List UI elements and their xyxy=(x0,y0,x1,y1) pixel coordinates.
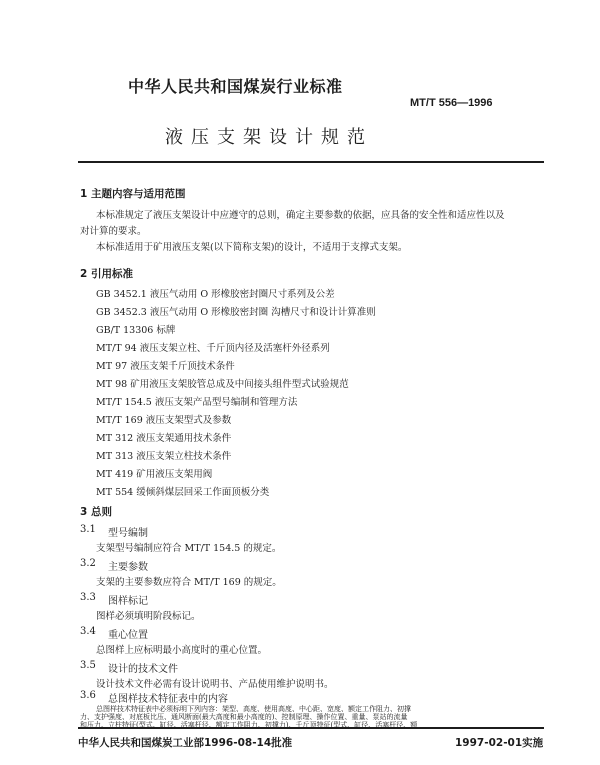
clause-title: 设计的技术文件 xyxy=(108,664,178,675)
reference-item: GB/T 13306 标牌 xyxy=(96,325,176,336)
reference-item: MT 419 矿用液压支架用阀 xyxy=(96,469,213,480)
reference-item: GB 3452.1 液压气动用 O 形橡胶密封圈尺寸系列及公差 xyxy=(96,289,335,300)
header-rule xyxy=(78,161,544,163)
clause-title: 重心位置 xyxy=(108,630,148,641)
clause-number: 3.5 xyxy=(80,660,96,671)
section-2-heading: 2 引用标准 xyxy=(80,268,133,280)
reference-item: MT/T 94 液压支架立柱、千斤顶内径及活塞杆外径系列 xyxy=(96,343,330,354)
standard-code: MT/T 556—1996 xyxy=(410,97,493,109)
section-1-para-1-line-1: 本标准规定了液压支架设计中应遵守的总则，确定主要参数的依据，应具备的安全性和适应性以及 xyxy=(96,210,505,221)
clause-body: 图样必须填明阶段标记。 xyxy=(96,611,201,622)
standard-organization: 中华人民共和国煤炭行业标准 xyxy=(128,77,343,96)
clause-number: 3.3 xyxy=(80,592,96,603)
reference-item: MT 98 矿用液压支架胶管总成及中间接头组件型式试验规范 xyxy=(96,379,349,390)
clause-body: 设计技术文件必需有设计说明书、产品使用维护说明书。 xyxy=(96,679,334,690)
clause-body: 支架的主要参数应符合 MT/T 169 的规定。 xyxy=(96,577,282,588)
clause-3-6-line: 和压力、立柱特征(型式、缸径、活塞杆径、额定工作阻力、初撑力)、千斤顶特征(型式、缸径、活塞杆径、额 xyxy=(80,721,418,729)
reference-item: MT/T 154.5 液压支架产品型号编制和管理方法 xyxy=(96,397,298,408)
section-1-para-1-line-2: 对计算的要求。 xyxy=(80,226,147,237)
clause-title: 图样标记 xyxy=(108,596,148,607)
clause-number: 3.1 xyxy=(80,524,96,535)
clause-3-6-line: 力、支护强度、对底板比压、通风断面(最大高度和最小高度的)、控制原理、操作位置、重量、泵站的流量 xyxy=(80,713,408,721)
document-title: 液压支架设计规范 xyxy=(165,127,373,148)
section-1-heading: 1 主题内容与适用范围 xyxy=(80,188,186,200)
clause-title: 主要参数 xyxy=(108,562,148,573)
section-3-heading: 3 总则 xyxy=(80,506,112,518)
clause-title: 型号编制 xyxy=(108,528,148,539)
approval-line: 中华人民共和国煤炭工业部1996-08-14批准 xyxy=(78,737,293,749)
clause-title: 总图样技术特征表中的内容 xyxy=(108,694,228,705)
clause-3-6-line: 总图样技术特征表中必须标明下列内容：架型、高度、使用高度、中心距、宽度、额定工作阻力、初撑 xyxy=(96,705,411,713)
reference-item: MT 312 液压支架通用技术条件 xyxy=(96,433,232,444)
implementation-date: 1997-02-01实施 xyxy=(455,737,544,749)
reference-item: GB 3452.3 液压气动用 O 形橡胶密封圈 沟槽尺寸和设计计算准则 xyxy=(96,307,376,318)
clause-number: 3.6 xyxy=(80,690,96,701)
reference-item: MT 97 液压支架千斤顶技术条件 xyxy=(96,361,235,372)
reference-item: MT 554 缓倾斜煤层回采工作面顶板分类 xyxy=(96,487,270,498)
clause-body: 总图样上应标明最小高度时的重心位置。 xyxy=(96,645,268,656)
clause-number: 3.4 xyxy=(80,626,96,637)
section-1-para-2: 本标准适用于矿用液压支架(以下简称支架)的设计，不适用于支撑式支架。 xyxy=(96,242,408,253)
reference-item: MT/T 169 液压支架型式及参数 xyxy=(96,415,232,426)
clause-number: 3.2 xyxy=(80,558,96,569)
reference-item: MT 313 液压支架立柱技术条件 xyxy=(96,451,232,462)
clause-body: 支架型号编制应符合 MT/T 154.5 的规定。 xyxy=(96,543,282,554)
